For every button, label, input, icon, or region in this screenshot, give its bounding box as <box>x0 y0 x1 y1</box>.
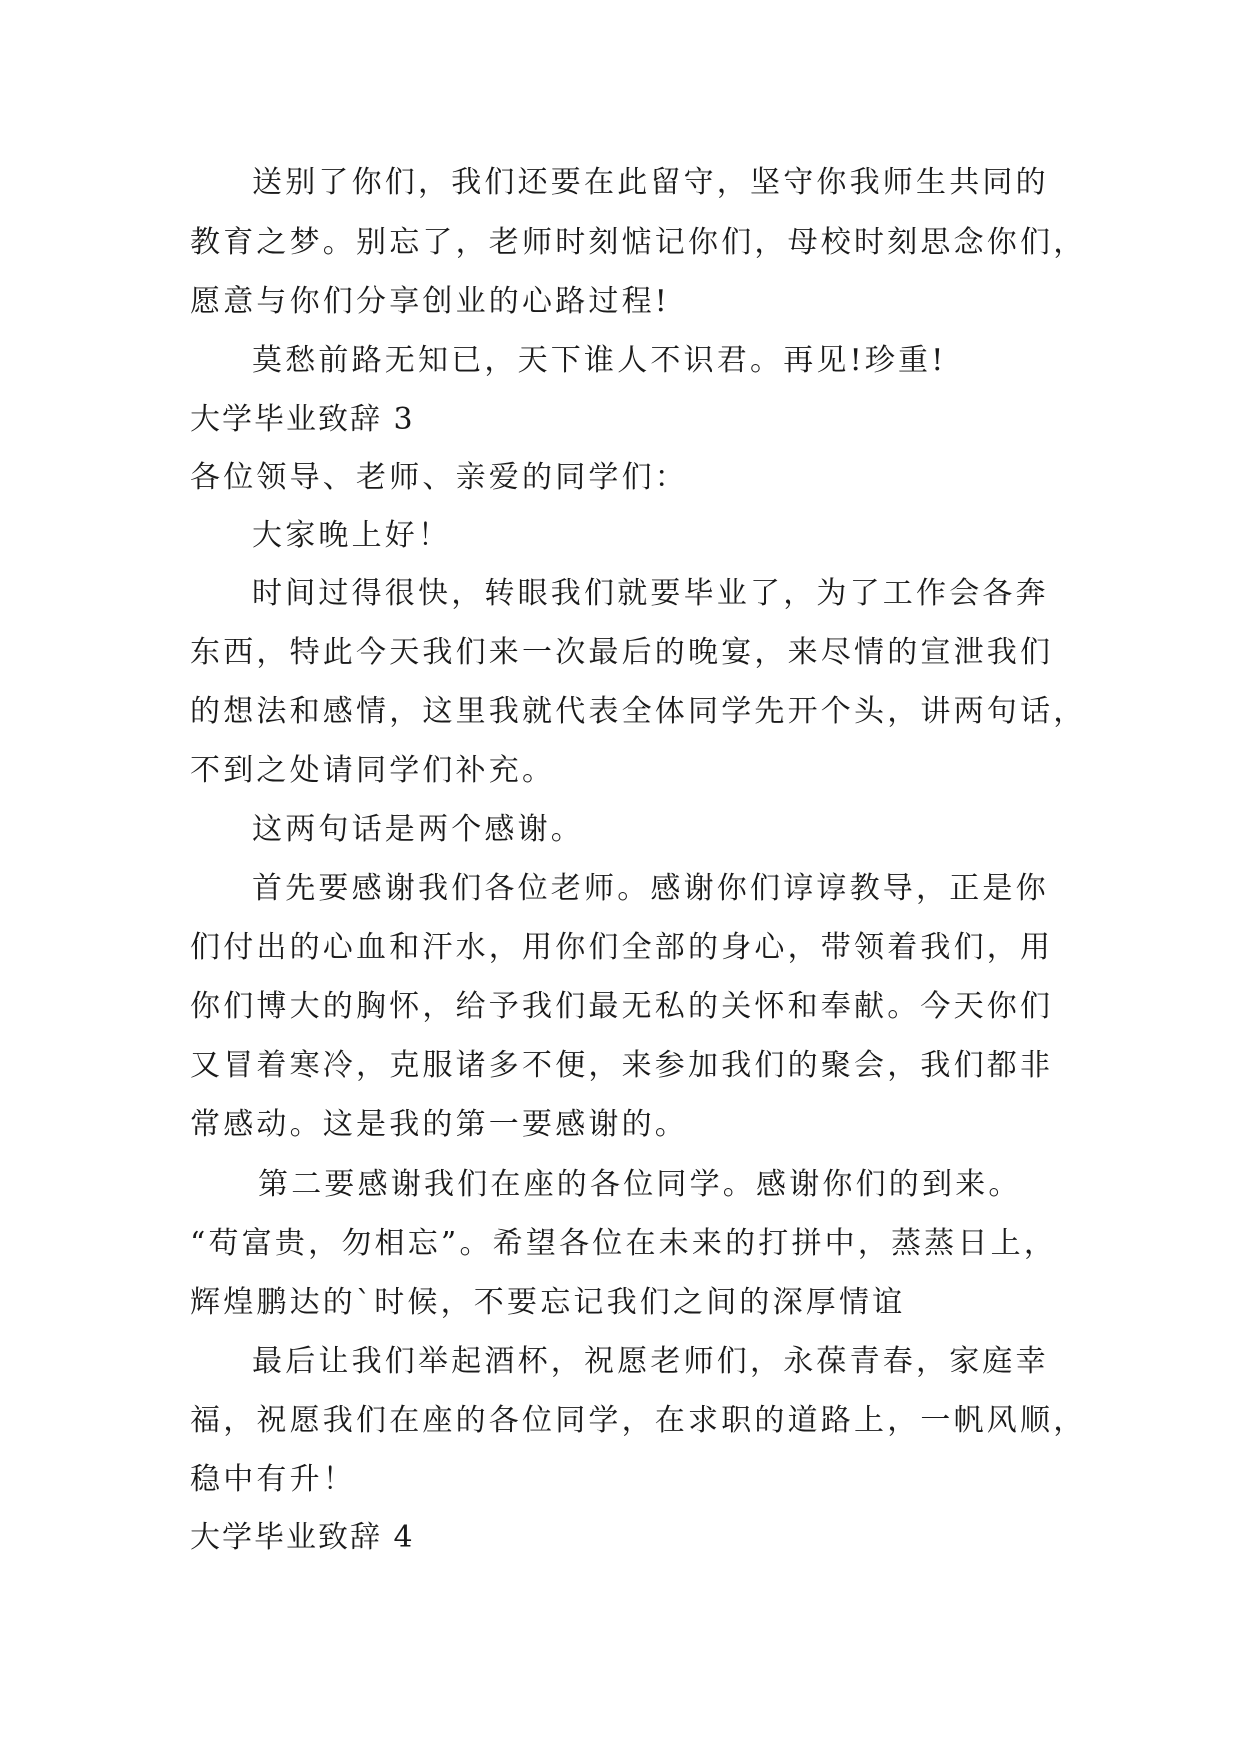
paragraph-line: 首先要感谢我们各位老师。感谢你们谆谆教导，正是你 <box>252 871 1049 906</box>
paragraph-line: 福，祝愿我们在座的各位同学，在求职的道路上，一帆风顺， <box>190 1403 1087 1438</box>
paragraph-line: 教育之梦。别忘了，老师时刻惦记你们，母校时刻思念你们， <box>190 225 1087 260</box>
paragraph-line: 莫愁前路无知已，天下谁人不识君。再见!珍重! <box>252 343 947 378</box>
section-heading: 大学毕业致辞 4 <box>190 1520 415 1555</box>
paragraph-line: 时间过得很快，转眼我们就要毕业了，为了工作会各奔 <box>252 576 1049 611</box>
paragraph-line: 愿意与你们分享创业的心路过程! <box>190 284 671 319</box>
paragraph-line: “苟富贵，勿相忘”。希望各位在未来的打拼中，蒸蒸日上， <box>190 1226 1058 1261</box>
greeting: 大家晚上好！ <box>252 518 452 553</box>
paragraph-line: 不到之处请同学们补充。 <box>190 753 556 788</box>
paragraph-line: 常感动。这是我的第一要感谢的。 <box>190 1107 688 1142</box>
paragraph-line: 第二要感谢我们在座的各位同学。感谢你们的到来。 <box>258 1167 1022 1202</box>
paragraph-line: 你们博大的胸怀，给予我们最无私的关怀和奉献。今天你们 <box>190 989 1054 1024</box>
paragraph-line: 又冒着寒冷，克服诸多不便，来参加我们的聚会，我们都非 <box>190 1048 1054 1083</box>
paragraph-line: 送别了你们，我们还要在此留守，坚守你我师生共同的 <box>252 165 1049 200</box>
paragraph-line: 这两句话是两个感谢。 <box>252 812 584 847</box>
paragraph-line: 们付出的心血和汗水，用你们全部的身心，带领着我们，用 <box>190 930 1054 965</box>
paragraph-line: 稳中有升！ <box>190 1462 356 1497</box>
paragraph-line: 的想法和感情，这里我就代表全体同学先开个头，讲两句话， <box>190 694 1087 729</box>
section-heading: 大学毕业致辞 3 <box>190 402 415 437</box>
paragraph-line: 辉煌鹏达的`时候，不要忘记我们之间的深厚情谊 <box>190 1285 906 1320</box>
paragraph-line: 东西，特此今天我们来一次最后的晚宴，来尽情的宣泄我们 <box>190 635 1054 670</box>
paragraph-line: 最后让我们举起酒杯，祝愿老师们，永葆青春，家庭幸 <box>252 1344 1049 1379</box>
salutation: 各位领导、老师、亲爱的同学们： <box>190 460 688 495</box>
